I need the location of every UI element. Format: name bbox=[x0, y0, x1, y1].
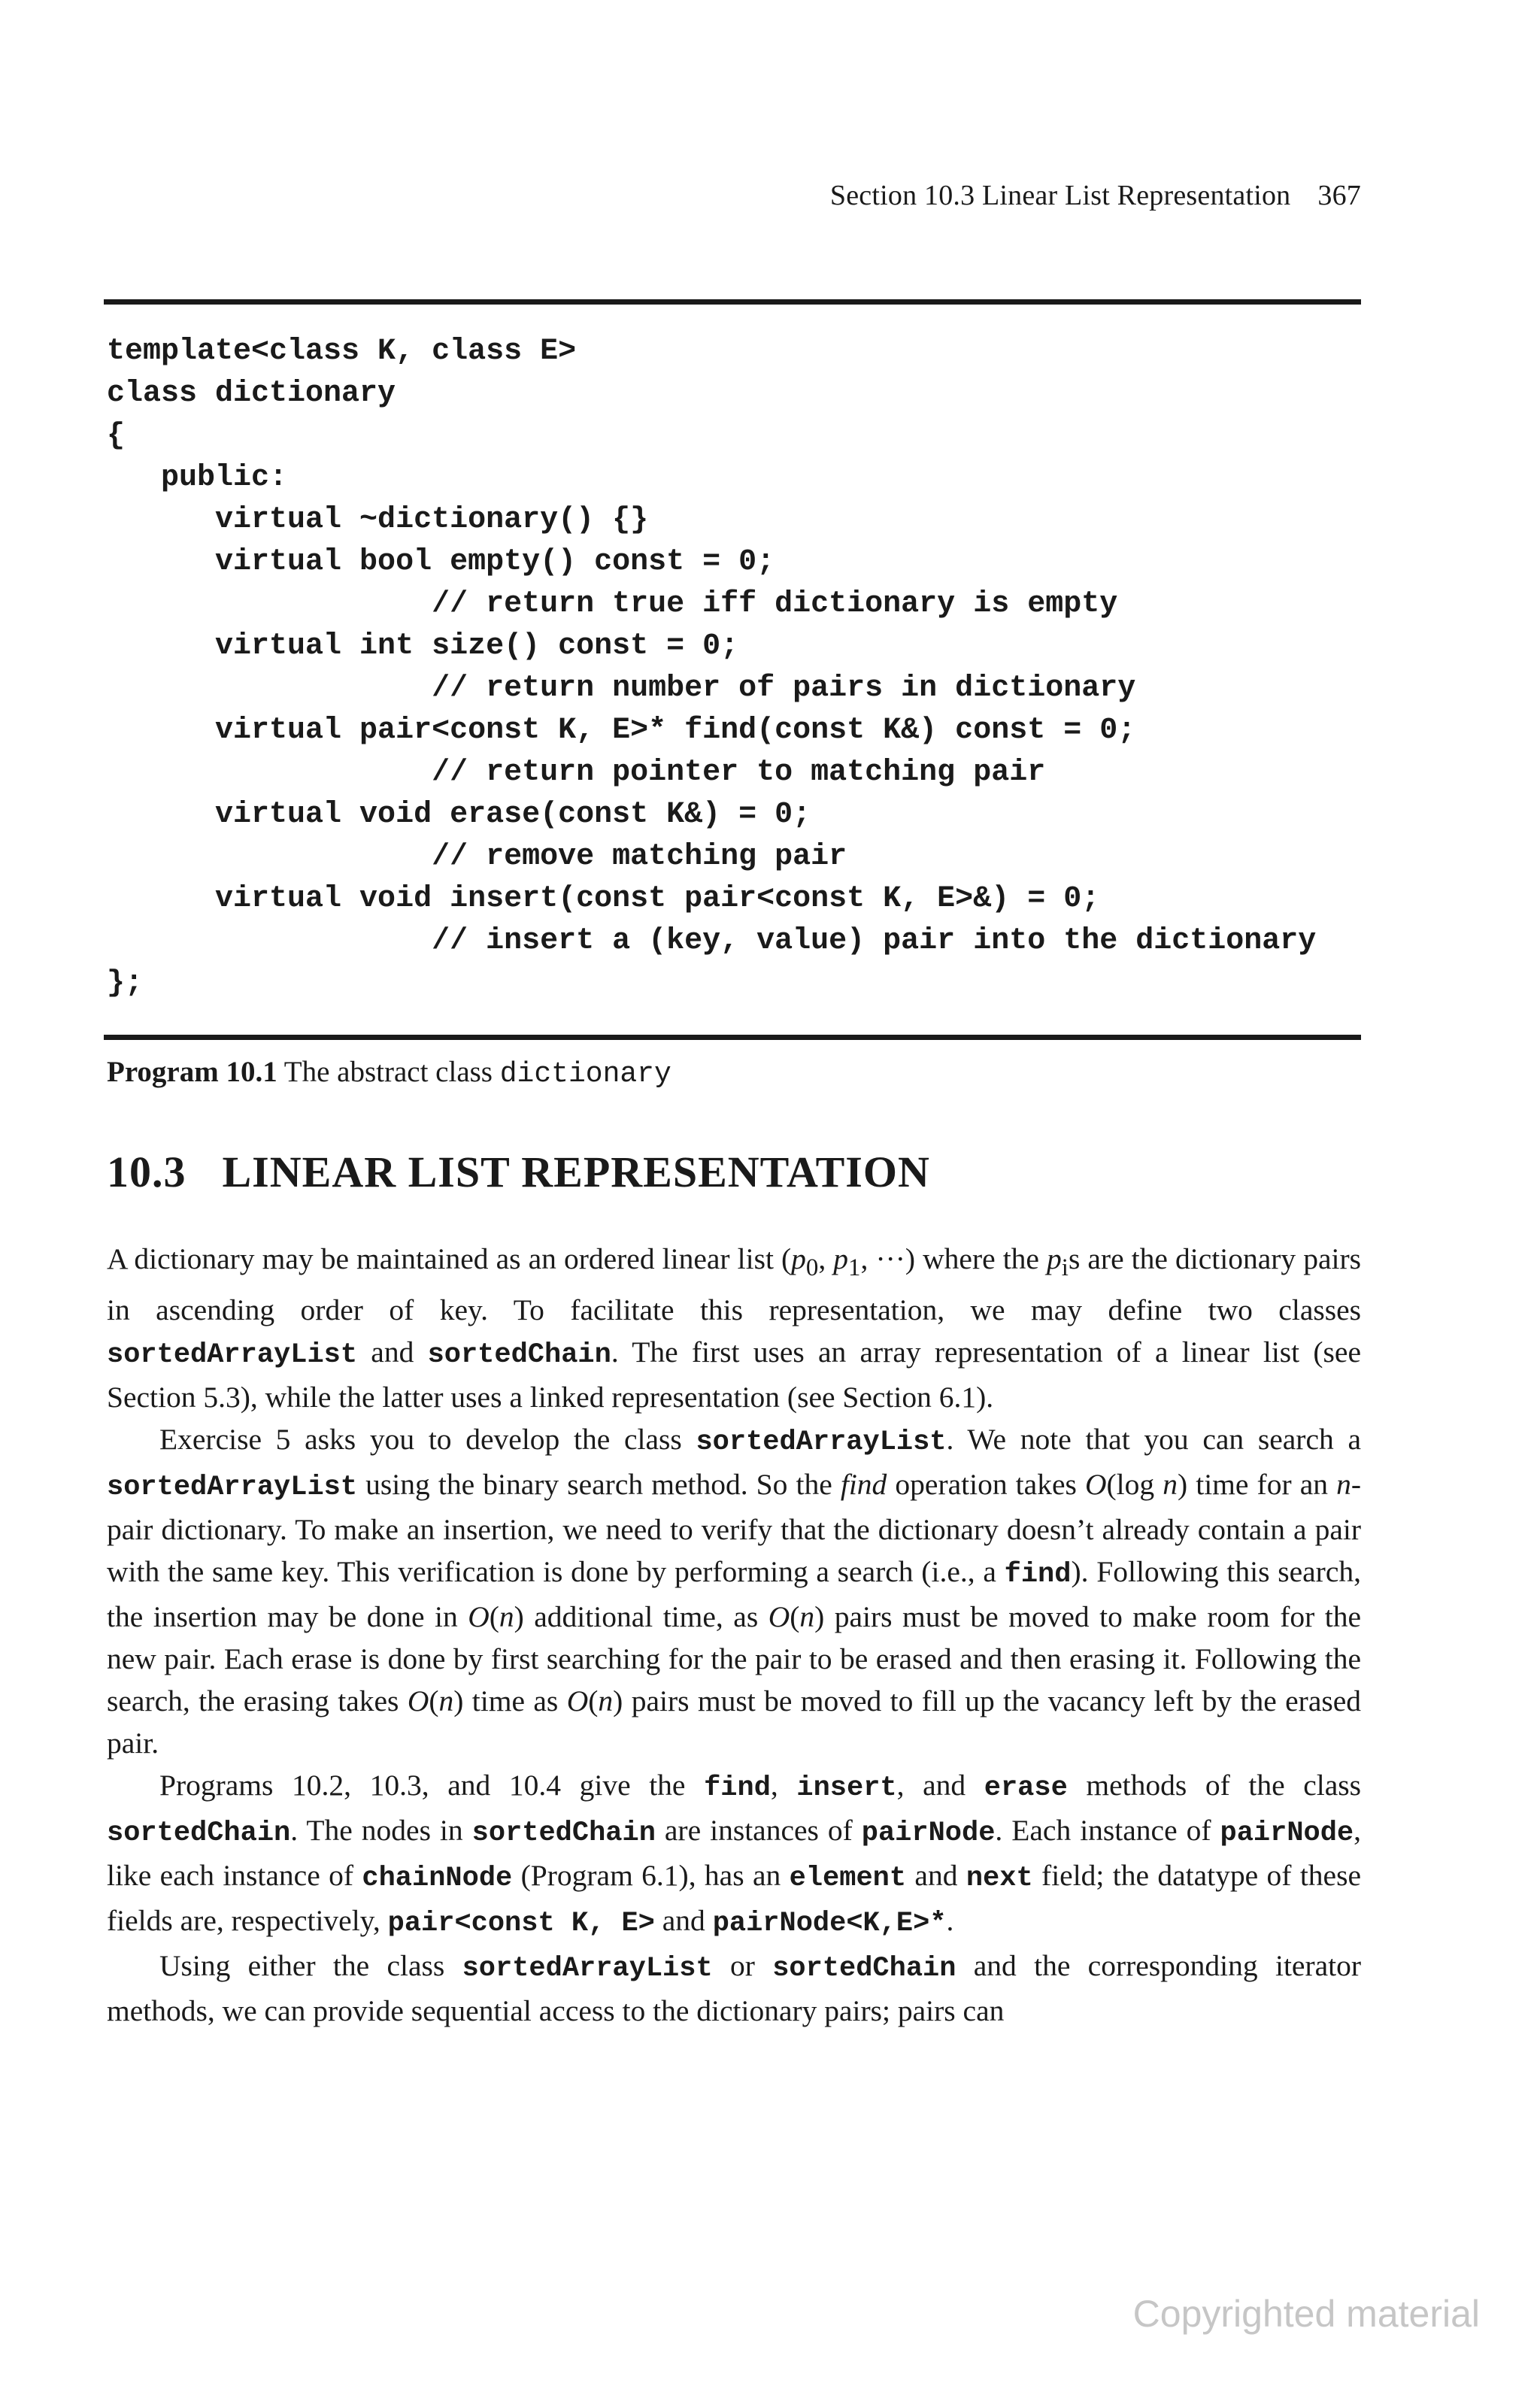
paragraph bbox=[107, 1945, 1361, 2032]
section-title: LINEAR LIST REPRESENTATION bbox=[222, 1147, 930, 1196]
text-run: are instances of bbox=[655, 1813, 862, 1847]
code-line: // return true iff dictionary is empty bbox=[107, 587, 1118, 621]
code-line: // insert a (key, value) pair into the dictionary bbox=[107, 924, 1317, 958]
text-run: . Each instance of bbox=[995, 1813, 1220, 1847]
inline-code: sortedArrayList bbox=[462, 1952, 713, 1984]
inline-code: erase bbox=[984, 1772, 1068, 1804]
inline-code: pairNode bbox=[861, 1817, 996, 1849]
text-run: . The first uses an array representation of a linear list (see Section 5.3), while the latter uses a linked representation (see Section 6.1). bbox=[107, 1335, 1361, 1414]
text-run: ( bbox=[429, 1684, 439, 1717]
running-head-title: Section 10.3 Linear List Representation bbox=[829, 180, 1291, 211]
paragraph bbox=[107, 1418, 1361, 1764]
paragraph bbox=[107, 1238, 1361, 1418]
text-run: ) time as bbox=[453, 1684, 567, 1717]
text-run: and bbox=[906, 1858, 966, 1892]
code-line: class dictionary bbox=[107, 377, 396, 411]
inline-code: find bbox=[704, 1772, 771, 1804]
text-run: , like each instance of bbox=[107, 1813, 1362, 1892]
math-italic: p bbox=[833, 1242, 849, 1275]
math-italic: O bbox=[566, 1684, 589, 1717]
inline-code: find bbox=[1004, 1558, 1072, 1590]
inline-code: sortedChain bbox=[107, 1817, 291, 1849]
section-heading bbox=[107, 1147, 930, 1197]
text-run: , and bbox=[896, 1768, 984, 1802]
subscript: i bbox=[1061, 1254, 1069, 1281]
code-line: { bbox=[107, 419, 126, 453]
text-run: -pair dictionary. To make an insertion, we need to verify that the dictionary doesn’t already contain a pair with the same key. This verification is done by performing a search (i.e., a bbox=[107, 1467, 1361, 1588]
code-line: virtual void erase(const K&) = 0; bbox=[107, 798, 811, 832]
math-italic: n bbox=[1336, 1467, 1351, 1501]
inline-code: sortedChain bbox=[427, 1338, 611, 1371]
text-run: and bbox=[654, 1903, 713, 1937]
text-run: ) additional time, as bbox=[514, 1599, 768, 1633]
caption-text: The abstract class bbox=[277, 1056, 500, 1088]
caption-label: Program 10.1 bbox=[107, 1056, 277, 1088]
text-run: ( bbox=[588, 1684, 599, 1717]
inline-code: next bbox=[966, 1862, 1033, 1894]
inline-code: pairNode<K,E>* bbox=[712, 1907, 947, 1939]
text-run: ). Following this search, the insertion may be done in bbox=[107, 1554, 1361, 1633]
text-run: A dictionary may be maintained as an ordered linear list ( bbox=[107, 1242, 792, 1275]
text-run: , bbox=[770, 1768, 797, 1802]
code-line: // return number of pairs in dictionary bbox=[107, 672, 1136, 705]
inline-code: element bbox=[789, 1862, 907, 1894]
code-line: public: bbox=[107, 461, 288, 495]
math-italic: p bbox=[1047, 1242, 1062, 1275]
math-italic: n bbox=[1163, 1467, 1178, 1501]
math-italic: n bbox=[598, 1684, 614, 1717]
inline-code: insert bbox=[796, 1772, 897, 1804]
code-line: virtual pair<const K, E>* find(const K&) const = 0; bbox=[107, 714, 1136, 747]
code-listing bbox=[107, 331, 1316, 1005]
code-line: virtual int size() const = 0; bbox=[107, 629, 739, 663]
math-italic: p bbox=[791, 1242, 806, 1275]
text-run: ) pairs must be moved to make room for the new pair. Each erase is done by first searching for the pair to be erased and then erasing it. Following the search, the erasing takes bbox=[107, 1599, 1361, 1717]
text-run: using the binary search method. So the bbox=[357, 1467, 841, 1501]
text-run: ) time for an bbox=[1177, 1467, 1337, 1501]
math-italic: O bbox=[407, 1684, 429, 1717]
subscript: 0 bbox=[805, 1254, 819, 1281]
text-run: . The nodes in bbox=[290, 1813, 472, 1847]
text-run: ( bbox=[790, 1599, 800, 1633]
text-run: field; the datatype of these fields are, respectively, bbox=[107, 1858, 1361, 1937]
text-run: . bbox=[946, 1903, 954, 1937]
inline-code: sortedChain bbox=[772, 1952, 956, 1984]
text-run: ) pairs must be moved to fill up the vacancy left by the erased pair. bbox=[107, 1684, 1362, 1760]
text-run: (log bbox=[1106, 1467, 1163, 1501]
text-run: and the corresponding iterator methods, we can provide sequential access to the dictionary pairs; pairs can bbox=[107, 1948, 1362, 2027]
inline-code: sortedArrayList bbox=[107, 1471, 358, 1503]
text-run: (Program 6.1), has an bbox=[512, 1858, 790, 1892]
math-italic: O bbox=[768, 1599, 790, 1633]
text-run: ( bbox=[489, 1599, 499, 1633]
text-run: and bbox=[357, 1335, 428, 1369]
inline-code: chainNode bbox=[362, 1862, 513, 1894]
inline-code: sortedChain bbox=[471, 1817, 656, 1849]
code-line: virtual bool empty() const = 0; bbox=[107, 545, 775, 579]
math-italic: O bbox=[468, 1599, 490, 1633]
text-run: operation takes bbox=[887, 1467, 1085, 1501]
code-top-rule bbox=[104, 299, 1361, 305]
math-italic: find bbox=[840, 1467, 887, 1501]
copyright-watermark: Copyrighted material bbox=[1132, 2293, 1480, 2335]
code-line: }; bbox=[107, 966, 144, 1000]
text-run: . We note that you can search a bbox=[946, 1422, 1361, 1456]
text-run: Exercise 5 asks you to develop the class bbox=[159, 1422, 696, 1456]
math-italic: n bbox=[799, 1599, 815, 1633]
running-head bbox=[830, 179, 1361, 212]
code-line: virtual void insert(const pair<const K, E>&) = 0; bbox=[107, 882, 1100, 916]
code-line: template<class K, class E> bbox=[107, 335, 577, 368]
page-number: 367 bbox=[1317, 180, 1361, 211]
inline-code: pair<const K, E> bbox=[387, 1907, 655, 1939]
math-italic: O bbox=[1084, 1467, 1107, 1501]
inline-code: sortedArrayList bbox=[696, 1426, 947, 1458]
inline-code: sortedArrayList bbox=[107, 1338, 358, 1371]
code-line: // remove matching pair bbox=[107, 840, 847, 874]
text-run: s are the dictionary pairs in ascending order of key. To facilitate this representation, we may define two classes bbox=[107, 1242, 1361, 1326]
inline-code: pairNode bbox=[1220, 1817, 1354, 1849]
math-italic: n bbox=[438, 1684, 454, 1717]
paragraph bbox=[107, 1764, 1361, 1945]
text-run: methods of the class bbox=[1067, 1768, 1362, 1802]
subscript: 1 bbox=[848, 1254, 861, 1281]
program-caption bbox=[107, 1051, 671, 1096]
body-text bbox=[107, 1238, 1361, 2032]
text-run: Using either the class bbox=[159, 1948, 462, 1982]
math-italic: n bbox=[499, 1599, 514, 1633]
text-run: or bbox=[712, 1948, 773, 1982]
text-run: , ···) where the bbox=[860, 1242, 1047, 1275]
text-run: Programs 10.2, 10.3, and 10.4 give the bbox=[159, 1768, 705, 1802]
code-bottom-rule bbox=[104, 1035, 1361, 1040]
code-line: // return pointer to matching pair bbox=[107, 756, 1046, 790]
text-run: , bbox=[818, 1242, 834, 1275]
section-number: 10.3 bbox=[107, 1147, 186, 1196]
code-line: virtual ~dictionary() {} bbox=[107, 503, 649, 537]
caption-code: dictionary bbox=[499, 1058, 671, 1090]
